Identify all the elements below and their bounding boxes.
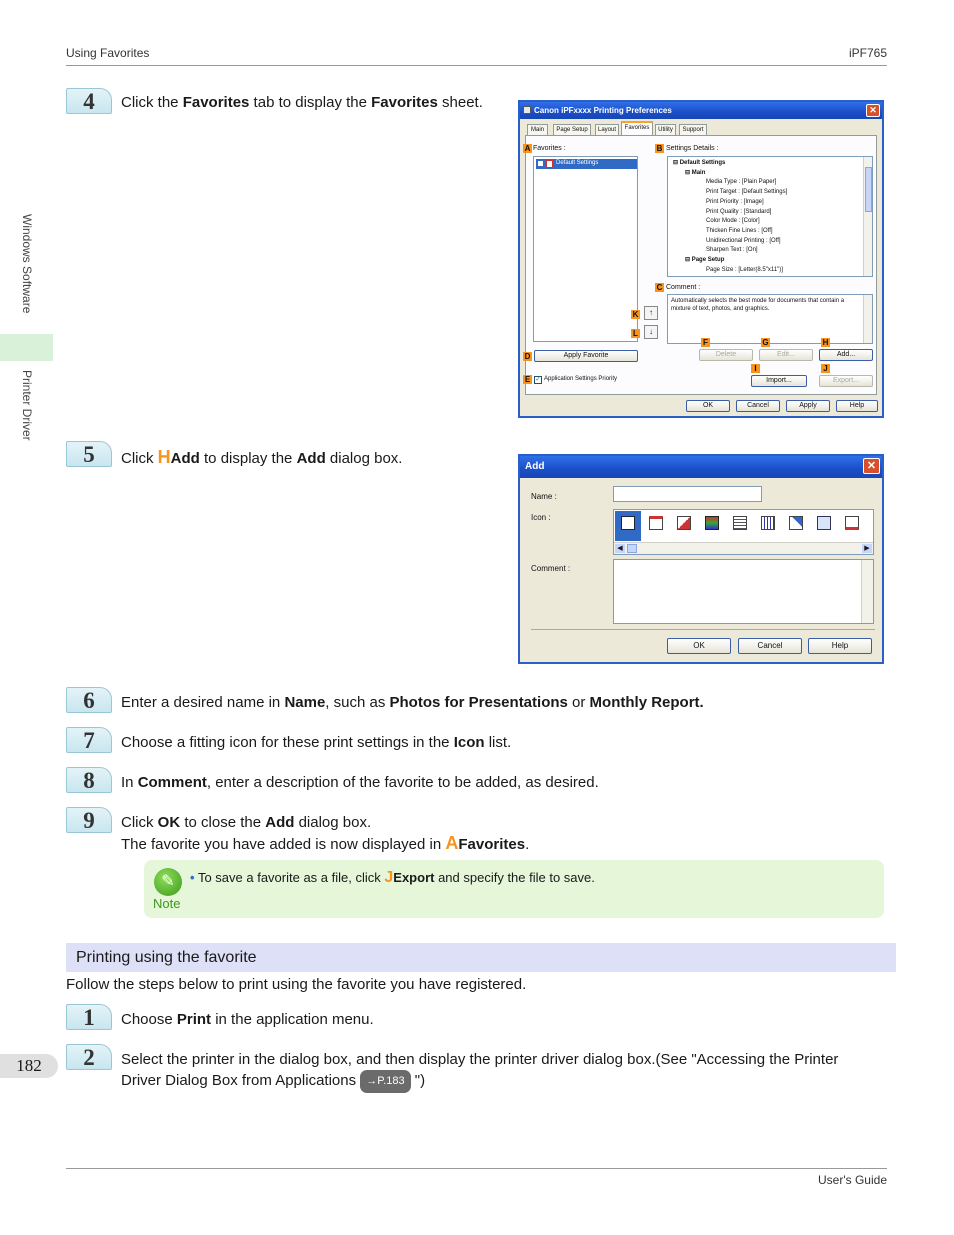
callout-letter: J bbox=[384, 869, 394, 886]
header-rule bbox=[66, 65, 887, 66]
callout-e: E bbox=[524, 375, 531, 384]
note-text: • To save a favorite as a file, click JExport and specify the file to save. bbox=[190, 869, 595, 886]
icon-list[interactable] bbox=[613, 509, 874, 555]
step-7-text: Choose a fitting icon for these print settings in the Icon list. bbox=[121, 734, 512, 751]
close-icon[interactable]: ✕ bbox=[866, 104, 880, 117]
callout-b: B bbox=[656, 144, 663, 153]
note-box bbox=[144, 860, 884, 918]
settings-tree bbox=[673, 159, 787, 275]
step-2-text: Select the printer in the dialog box, and then display the printer driver dialog box.(See "Accessing the Printer Driver Dialog Box from Applications →P.183 ") bbox=[121, 1049, 838, 1093]
callout-i: I bbox=[751, 364, 760, 373]
callout-c: C bbox=[656, 283, 663, 292]
header-right: iPF765 bbox=[848, 46, 887, 60]
footer-right: User's Guide bbox=[818, 1173, 887, 1187]
tab-page-setup[interactable]: Page Setup bbox=[553, 124, 591, 135]
comment-field[interactable] bbox=[667, 294, 873, 344]
cancel-button[interactable]: Cancel bbox=[736, 400, 780, 412]
tree-leaf: Media Type : [Plain Paper] bbox=[706, 179, 777, 186]
document-icon bbox=[546, 160, 553, 168]
app-priority-label: Application Settings Priority bbox=[544, 376, 618, 382]
printing-preferences-dialog bbox=[518, 100, 884, 418]
comment-textarea[interactable] bbox=[613, 559, 874, 624]
printer-icon bbox=[523, 106, 531, 114]
tab-main[interactable]: Main bbox=[527, 124, 548, 135]
comment-scrollbar[interactable] bbox=[861, 560, 873, 623]
favorites-label: Favorites : bbox=[533, 145, 566, 152]
sidebar-windows-software: Windows Software bbox=[20, 214, 34, 314]
move-up-icon[interactable]: ↑ bbox=[644, 306, 658, 320]
tree-leaf: Sharpen Text : [On] bbox=[706, 247, 758, 254]
ok-button[interactable]: OK bbox=[667, 638, 731, 654]
step-badge-5: 5 bbox=[66, 441, 112, 467]
document-icon[interactable] bbox=[649, 516, 663, 530]
scroll-thumb[interactable] bbox=[865, 167, 872, 212]
tree-leaf: Print Priority : [Image] bbox=[706, 198, 764, 205]
sidebar-printer-driver: Printer Driver bbox=[20, 370, 34, 441]
add-dialog bbox=[518, 454, 884, 664]
tab-layout[interactable]: Layout bbox=[595, 124, 619, 135]
close-icon[interactable]: ✕ bbox=[863, 458, 880, 474]
step-6-text: Enter a desired name in Name, such as Photos for Presentations or Monthly Report. bbox=[121, 694, 704, 711]
header-left: Using Favorites bbox=[66, 46, 150, 60]
callout-f: F bbox=[701, 338, 710, 347]
section-title: Printing using the favorite bbox=[66, 943, 896, 972]
icon-list-scrollbar[interactable] bbox=[614, 542, 873, 554]
text-document-icon[interactable] bbox=[733, 516, 747, 530]
help-button[interactable]: Help bbox=[808, 638, 872, 654]
tree-leaf: Color Mode : [Color] bbox=[706, 218, 760, 225]
name-label: Name : bbox=[531, 492, 557, 501]
callout-letter: A bbox=[445, 833, 459, 853]
section-intro: Follow the steps below to print using the favorite you have registered. bbox=[66, 976, 527, 993]
report-icon[interactable] bbox=[845, 516, 859, 530]
calendar-icon[interactable] bbox=[761, 516, 775, 530]
tree-leaf: Thicken Fine Lines : [Off] bbox=[706, 227, 773, 234]
favorites-list-item[interactable]: Default Settings bbox=[536, 159, 637, 169]
comment-label: Comment : bbox=[531, 564, 571, 573]
step-badge-4: 4 bbox=[66, 88, 112, 114]
step-badge-2: 2 bbox=[66, 1044, 112, 1070]
comment-text: Automatically selects the best mode for documents that contain a bbox=[671, 298, 845, 304]
favorites-list[interactable] bbox=[533, 156, 638, 342]
callout-a: A bbox=[524, 144, 531, 153]
comment-scrollbar[interactable] bbox=[863, 295, 872, 343]
tree-node-main: ⊟ Main bbox=[685, 169, 706, 176]
edit-button[interactable]: Edit... bbox=[759, 349, 813, 361]
footer-rule bbox=[66, 1168, 887, 1169]
scroll-left-icon[interactable]: ◀ bbox=[615, 544, 625, 553]
pencil-note-icon: ✎ bbox=[154, 868, 182, 896]
tree-leaf: Page Size : [Letter(8.5"x11")] bbox=[706, 266, 783, 273]
tree-node-default: ⊟ Default Settings bbox=[673, 160, 726, 166]
scroll-thumb[interactable] bbox=[627, 544, 637, 553]
page-reference-link[interactable]: →P.183 bbox=[360, 1070, 410, 1093]
step-5-text: Click HAdd to display the Add dialog box. bbox=[121, 447, 403, 467]
step-1-text: Choose Print in the application menu. bbox=[121, 1011, 374, 1028]
step-badge-6: 6 bbox=[66, 687, 112, 713]
callout-j: J bbox=[821, 364, 830, 373]
tree-scrollbar[interactable] bbox=[863, 157, 872, 276]
callout-l: L bbox=[631, 329, 640, 338]
callout-d: D bbox=[524, 352, 531, 361]
tab-support[interactable]: Support bbox=[679, 124, 707, 135]
cancel-button[interactable]: Cancel bbox=[738, 638, 802, 654]
callout-letter: H bbox=[157, 447, 171, 467]
comment-text: mixture of text, photos, and graphics. bbox=[671, 306, 770, 312]
settings-details-label: Settings Details : bbox=[666, 145, 719, 152]
import-button[interactable]: Import... bbox=[751, 375, 807, 387]
list-bullet-icon bbox=[538, 161, 543, 166]
step-4-text: Click the Favorites tab to display the Favorites sheet. bbox=[121, 94, 483, 111]
image-preview-icon[interactable] bbox=[817, 516, 831, 530]
grid-document-icon[interactable] bbox=[621, 516, 635, 530]
step-8-text: In Comment, enter a description of the favorite to be added, as desired. bbox=[121, 774, 599, 791]
color-image-icon[interactable] bbox=[705, 516, 719, 530]
ok-button[interactable]: OK bbox=[686, 400, 730, 412]
sidebar-highlight bbox=[0, 334, 53, 361]
move-down-icon[interactable]: ↓ bbox=[644, 325, 658, 339]
callout-g: G bbox=[762, 338, 769, 347]
pen-document-icon[interactable] bbox=[789, 516, 803, 530]
tree-leaf: Print Target : [Default Settings] bbox=[706, 189, 788, 196]
tab-utility[interactable]: Utility bbox=[655, 124, 676, 135]
photo-document-icon[interactable] bbox=[677, 516, 691, 530]
step-badge-1: 1 bbox=[66, 1004, 112, 1030]
add-dialog-titlebar: Add ✕ bbox=[520, 456, 882, 478]
export-button[interactable]: Export... bbox=[819, 375, 873, 387]
tree-node-page-setup: ⊟ Page Setup bbox=[685, 257, 725, 264]
note-label: Note bbox=[153, 896, 181, 911]
add-button[interactable]: Add... bbox=[819, 349, 873, 361]
icon-label: Icon : bbox=[531, 513, 551, 522]
app-priority-checkbox[interactable]: ✓ bbox=[535, 376, 541, 383]
scroll-right-icon[interactable]: ▶ bbox=[862, 544, 872, 553]
dialog-titlebar: Canon iPFxxxx Printing Preferences ✕ bbox=[520, 102, 882, 119]
comment-label: Comment : bbox=[666, 284, 701, 291]
help-button[interactable]: Help bbox=[836, 400, 878, 412]
tree-leaf: Print Quality : [Standard] bbox=[706, 208, 772, 215]
callout-h: H bbox=[822, 338, 829, 347]
apply-button[interactable]: Apply bbox=[786, 400, 830, 412]
tab-favorites[interactable]: Favorites bbox=[621, 121, 653, 135]
delete-button[interactable]: Delete bbox=[699, 349, 753, 361]
step-badge-8: 8 bbox=[66, 767, 112, 793]
dialog-divider bbox=[531, 629, 875, 630]
settings-details-tree[interactable] bbox=[667, 156, 873, 277]
step-badge-9: 9 bbox=[66, 807, 112, 833]
step-9-text: Click OK to close the Add dialog box. The favorite you have added is now displayed in AFavorites. bbox=[121, 814, 530, 853]
step-badge-7: 7 bbox=[66, 727, 112, 753]
callout-k: K bbox=[632, 310, 639, 319]
page-number: 182 bbox=[0, 1054, 58, 1078]
name-input[interactable] bbox=[613, 486, 762, 502]
tree-leaf: Unidirectional Printing : [Off] bbox=[706, 237, 781, 244]
apply-favorite-button[interactable]: Apply Favorite bbox=[534, 350, 638, 362]
bullet-icon: • bbox=[190, 870, 195, 885]
